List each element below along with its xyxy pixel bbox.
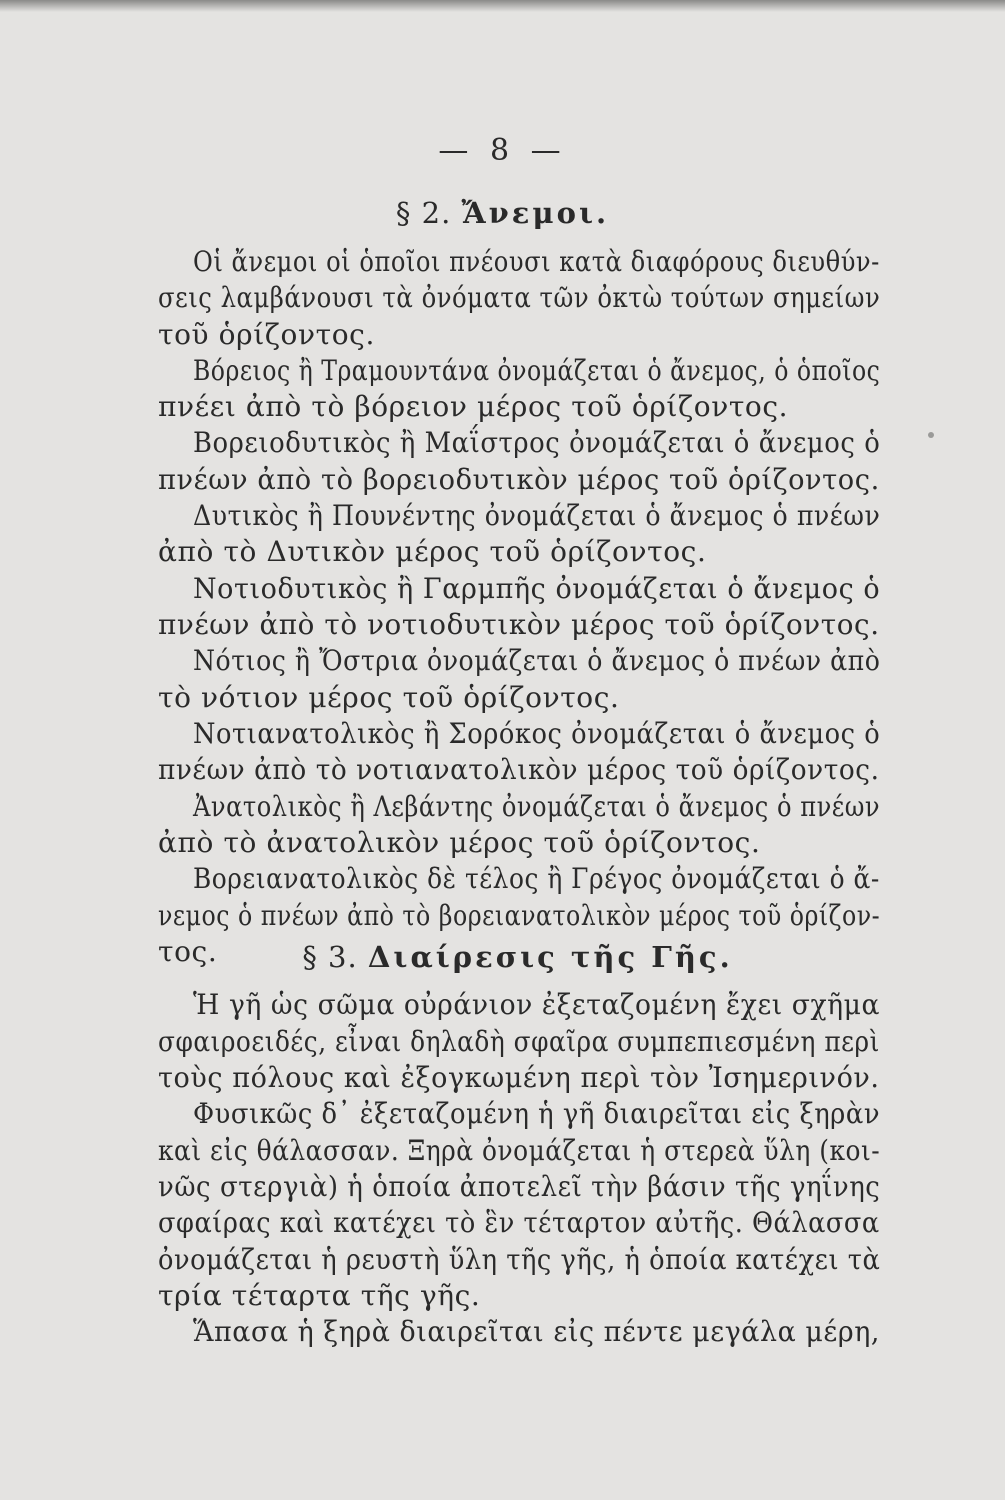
text-line: ἀπὸ τὸ ἀνατολικὸν μέρος τοῦ ὁρίζοντος. — [158, 826, 761, 859]
text-line: Βορειοδυτικὸς ἢ Μαΐστρος ὀνομάζεται ὁ ἄνεμος ὁ — [193, 426, 881, 459]
text-line: νῶς στεργιὰ) ἡ ὁποία ἀποτελεῖ τὴν βάσιν τῆς γηΐνης — [158, 1170, 881, 1203]
text-line: νεμος ὁ πνέων ἀπὸ τὸ βορειανατολικὸν μέρος τοῦ ὁρίζον- — [158, 899, 881, 932]
text-line: τὸ νότιον μέρος τοῦ ὁρίζοντος. — [158, 681, 620, 714]
text-line: Ἅπασα ἡ ξηρὰ διαιρεῖται εἰς πέντε μεγάλα μέρη, — [193, 1315, 880, 1348]
text-line: Ἡ γῆ ὡς σῶμα οὐράνιον ἐξεταζομένη ἔχει σχῆμα — [193, 988, 881, 1021]
text-line: πνέει ἀπὸ τὸ βόρειον μέρος τοῦ ὁρίζοντος. — [158, 390, 789, 423]
text-line: Νοτιοδυτικὸς ἢ Γαρμπῆς ὀνομάζεται ὁ ἄνεμος ὁ — [193, 572, 881, 605]
text-line: Νοτιανατολικὸς ἢ Σορόκος ὀνομάζεται ὁ ἄνεμος ὁ — [193, 717, 881, 750]
text-line: Φυσικῶς δ᾽ ἐξεταζομένη ἡ γῆ διαιρεῖται εἰς ξηρὰν — [193, 1097, 881, 1130]
section-heading-earth — [0, 940, 1005, 974]
text-line: πνέων ἀπὸ τὸ νοτιανατολικὸν μέρος τοῦ ὁρίζοντος. — [158, 753, 880, 786]
text-line: τοὺς πόλους καὶ ἐξογκωμένη περὶ τὸν Ἰσημερινόν. — [158, 1061, 880, 1094]
section-heading-winds — [0, 196, 1005, 230]
text-line: πνέων ἀπὸ τὸ βορειοδυτικὸν μέρος τοῦ ὁρίζοντος. — [158, 463, 880, 496]
page-top-edge — [0, 0, 1005, 12]
section-number: § 3. — [302, 940, 358, 974]
ink-speck — [928, 432, 934, 438]
section-title: Διαίρεσις τῆς Γῆς. — [367, 940, 733, 974]
text-line: Δυτικὸς ἢ Πουνέντης ὀνομάζεται ὁ ἄνεμος ὁ πνέων — [193, 499, 881, 532]
section-title: Ἄνεμοι. — [461, 196, 610, 230]
text-line: Βόρειος ἢ Τραμουντάνα ὀνομάζεται ὁ ἄνεμος, ὁ ὁποῖος — [193, 354, 881, 387]
text-line: σφαίρας καὶ κατέχει τὸ ἓν τέταρτον αὐτῆς. Θάλασσα — [158, 1206, 880, 1239]
text-line: πνέων ἀπὸ τὸ νοτιοδυτικὸν μέρος τοῦ ὁρίζοντος. — [158, 608, 880, 641]
text-line: καὶ εἰς θάλασσαν. Ξηρὰ ὀνομάζεται ἡ στερεὰ ὕλη (κοι- — [158, 1134, 881, 1167]
text-line: τρία τέταρτα τῆς γῆς. — [158, 1279, 481, 1312]
text-line: Νότιος ἢ Ὄστρια ὀνομάζεται ὁ ἄνεμος ὁ πνέων ἀπὸ — [193, 644, 881, 677]
section-number: § 2. — [395, 196, 452, 230]
text-line: Ἀνατολικὸς ἢ Λεβάντης ὀνομάζεται ὁ ἄνεμος ὁ πνέων — [193, 790, 881, 823]
text-line: σφαιροειδές, εἶναι δηλαδὴ σφαῖρα συμπεπιεσμένη περὶ — [158, 1025, 880, 1058]
page-number: — 8 — — [438, 133, 567, 168]
text-line: ὀνομάζεται ἡ ρευστὴ ὕλη τῆς γῆς, ἡ ὁποία κατέχει τὰ — [158, 1243, 881, 1276]
text-line: σεις λαμβάνουσι τὰ ὀνόματα τῶν ὀκτὼ τούτων σημείων — [158, 281, 881, 314]
text-line: τος. — [158, 935, 218, 968]
text-line: Βορειανατολικὸς δὲ τέλος ἢ Γρέγος ὀνομάζεται ὁ ἄ- — [193, 862, 880, 895]
text-line: τοῦ ὁρίζοντος. — [158, 318, 375, 351]
text-line: ἀπὸ τὸ Δυτικὸν μέρος τοῦ ὁρίζοντος. — [158, 535, 707, 568]
text-line: Οἱ ἄνεμοι οἱ ὁποῖοι πνέουσι κατὰ διαφόρους διευθύν- — [193, 245, 880, 278]
